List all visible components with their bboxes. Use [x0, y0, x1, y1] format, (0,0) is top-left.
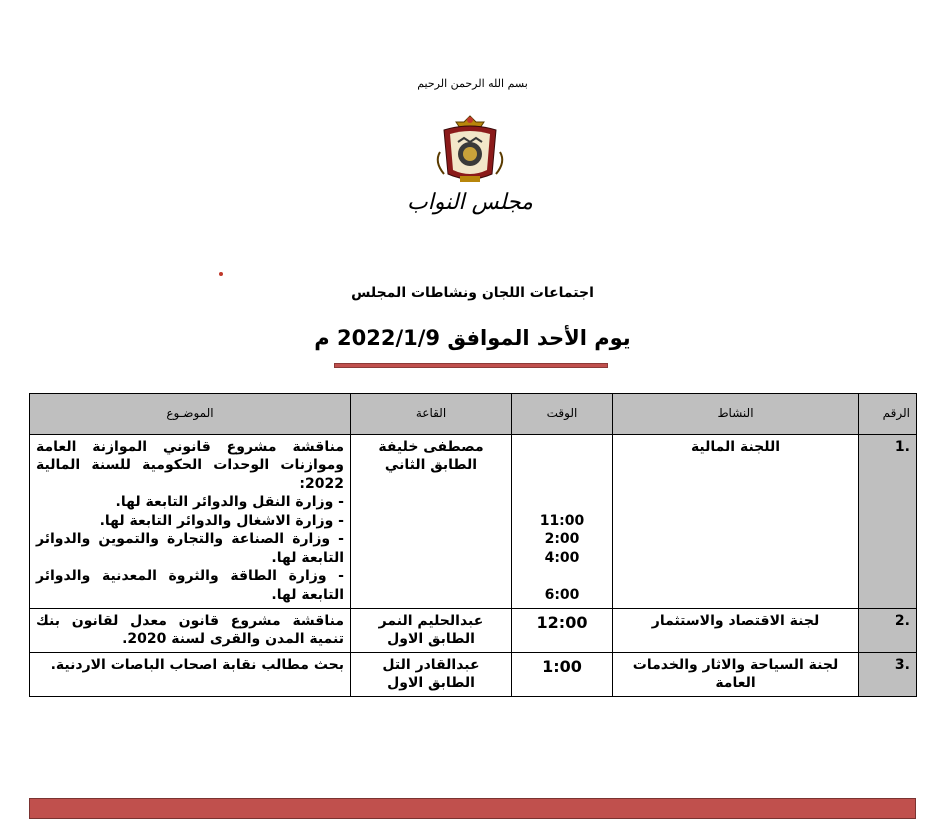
- page-subtitle: اجتماعات اللجان ونشاطات المجلس: [351, 285, 594, 301]
- row-subject: بحث مطالب نقابة اصحاب الباصات الاردنية.: [30, 652, 351, 696]
- header-time: الوقت: [512, 394, 613, 435]
- row-time: 1:00: [512, 652, 613, 696]
- time-slot: 11:00: [539, 513, 585, 529]
- row-number: .3: [859, 652, 917, 696]
- header-activity: النشاط: [613, 394, 859, 435]
- time-slot: 2:00: [544, 531, 580, 548]
- table-row: [30, 652, 917, 696]
- page-title: يوم الأحد الموافق 2022/1/9 م: [314, 326, 631, 350]
- subject-item: - وزارة الصناعة والتجارة والتموين والدوائر التابعة لها.: [36, 531, 344, 566]
- time-slot: 6:00: [544, 587, 580, 604]
- row-subject: [30, 435, 351, 609]
- jordan-coat-of-arms-icon: [430, 112, 510, 187]
- row-activity: لجنة السياحة والاثار والخدمات العامة: [613, 652, 859, 696]
- header-number: الرقم: [859, 394, 917, 435]
- header-hall: القاعة: [351, 394, 512, 435]
- subject-item: - وزارة النقل والدوائر التابعة لها.: [115, 494, 344, 511]
- row-times: [512, 435, 613, 609]
- schedule-table: [29, 393, 917, 697]
- table-row: [30, 608, 917, 652]
- decorative-dot: [219, 272, 223, 276]
- footer-bar: [29, 798, 916, 819]
- table-header-row: [30, 394, 917, 435]
- header-subject: الموضـوع: [30, 394, 351, 435]
- row-number: .1: [859, 435, 917, 609]
- row-hall: [351, 652, 512, 696]
- parliament-logo-text: مجلس النواب: [407, 190, 533, 215]
- title-underline: [334, 363, 608, 368]
- subject-item: - وزارة الطاقة والثروة المعدنية والدوائر التابعة لها.: [36, 568, 344, 603]
- hall-floor: الطابق الاول: [387, 631, 475, 648]
- row-activity: لجنة الاقتصاد والاستثمار: [613, 608, 859, 652]
- hall-name: عبدالقادر التل: [382, 656, 480, 673]
- table-row: [30, 435, 917, 609]
- row-hall: [351, 435, 512, 609]
- row-number: .2: [859, 608, 917, 652]
- subject-item: - وزارة الاشغال والدوائر التابعة لها.: [99, 512, 344, 529]
- row-subject: مناقشة مشروع قانون معدل لقانون بنك تنمية المدن والقرى لسنة 2020.: [30, 608, 351, 652]
- time-slot: 4:00: [544, 549, 580, 566]
- row-time: 12:00: [512, 608, 613, 652]
- hall-floor: الطابق الثاني: [384, 457, 478, 474]
- subject-intro: مناقشة مشروع قانوني الموازنة العامة وموازنات الوحدات الحكومية للسنة المالية 2022:: [36, 439, 344, 492]
- row-activity: اللجنة المالية: [613, 435, 859, 609]
- hall-floor: الطابق الاول: [387, 675, 475, 692]
- hall-name: عبدالحليم النمر: [378, 612, 484, 629]
- row-hall: [351, 608, 512, 652]
- basmala: بسم الله الرحمن الرحيم: [417, 77, 528, 90]
- hall-name: مصطفى خليفة: [378, 439, 484, 455]
